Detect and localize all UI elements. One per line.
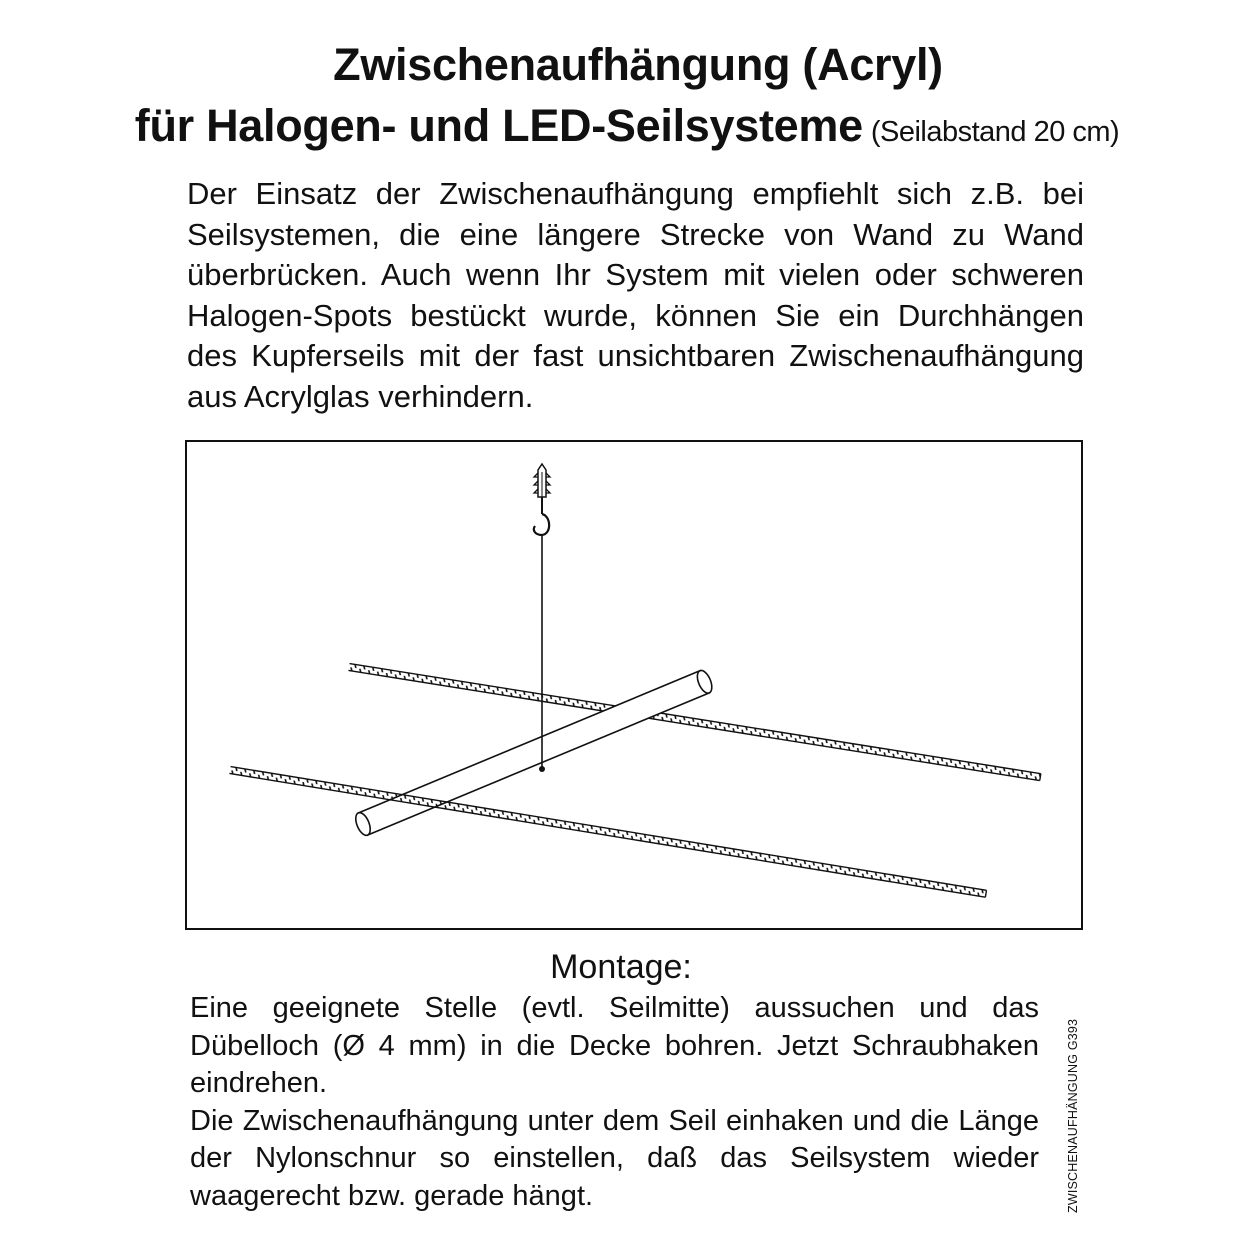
cord-attachment-point [539, 766, 545, 772]
product-code: ZWISCHENAUFHÄNGUNG G393 [1066, 1018, 1080, 1213]
installation-illustration [185, 440, 1083, 930]
wall-plug-icon [534, 464, 550, 497]
montage-step-2: Die Zwischenaufhängung unter dem Seil einhaken und die Länge der Nylonschnur so einstellen, daß das Seilsystem wieder waagerecht bzw. gerade hängt. [190, 1104, 1039, 1212]
page-title: Zwischenaufhängung (Acryl) [333, 39, 943, 90]
intro-paragraph: Der Einsatz der Zwischenaufhängung empfiehlt sich z.B. bei Seilsystemen, die eine längere Strecke von Wand zu Wand überbrücken. Auch wenn Ihr System mit vielen oder schweren Halogen-Spots bestückt wurde, können Sie ein Durchhängen des Kupferseils mit der fast unsichtbaren Zwischenaufhängung aus Acrylglas verhindern. [187, 176, 1084, 414]
montage-instructions [190, 990, 1039, 1215]
montage-heading: Montage: [550, 948, 692, 986]
page-subtitle [0, 98, 1254, 165]
screw-hook-icon [534, 497, 549, 535]
montage-step-1: Eine geeignete Stelle (evtl. Seilmitte) aussuchen und das Dübelloch (Ø 4 mm) in die Decke bohren. Jetzt Schraubhaken eindrehen. [190, 992, 1039, 1099]
subtitle-main: für Halogen- und LED-Seilsysteme [134, 100, 863, 151]
subtitle-note: (Seilabstand 20 cm) [870, 116, 1120, 148]
copper-cable-front [229, 767, 986, 898]
